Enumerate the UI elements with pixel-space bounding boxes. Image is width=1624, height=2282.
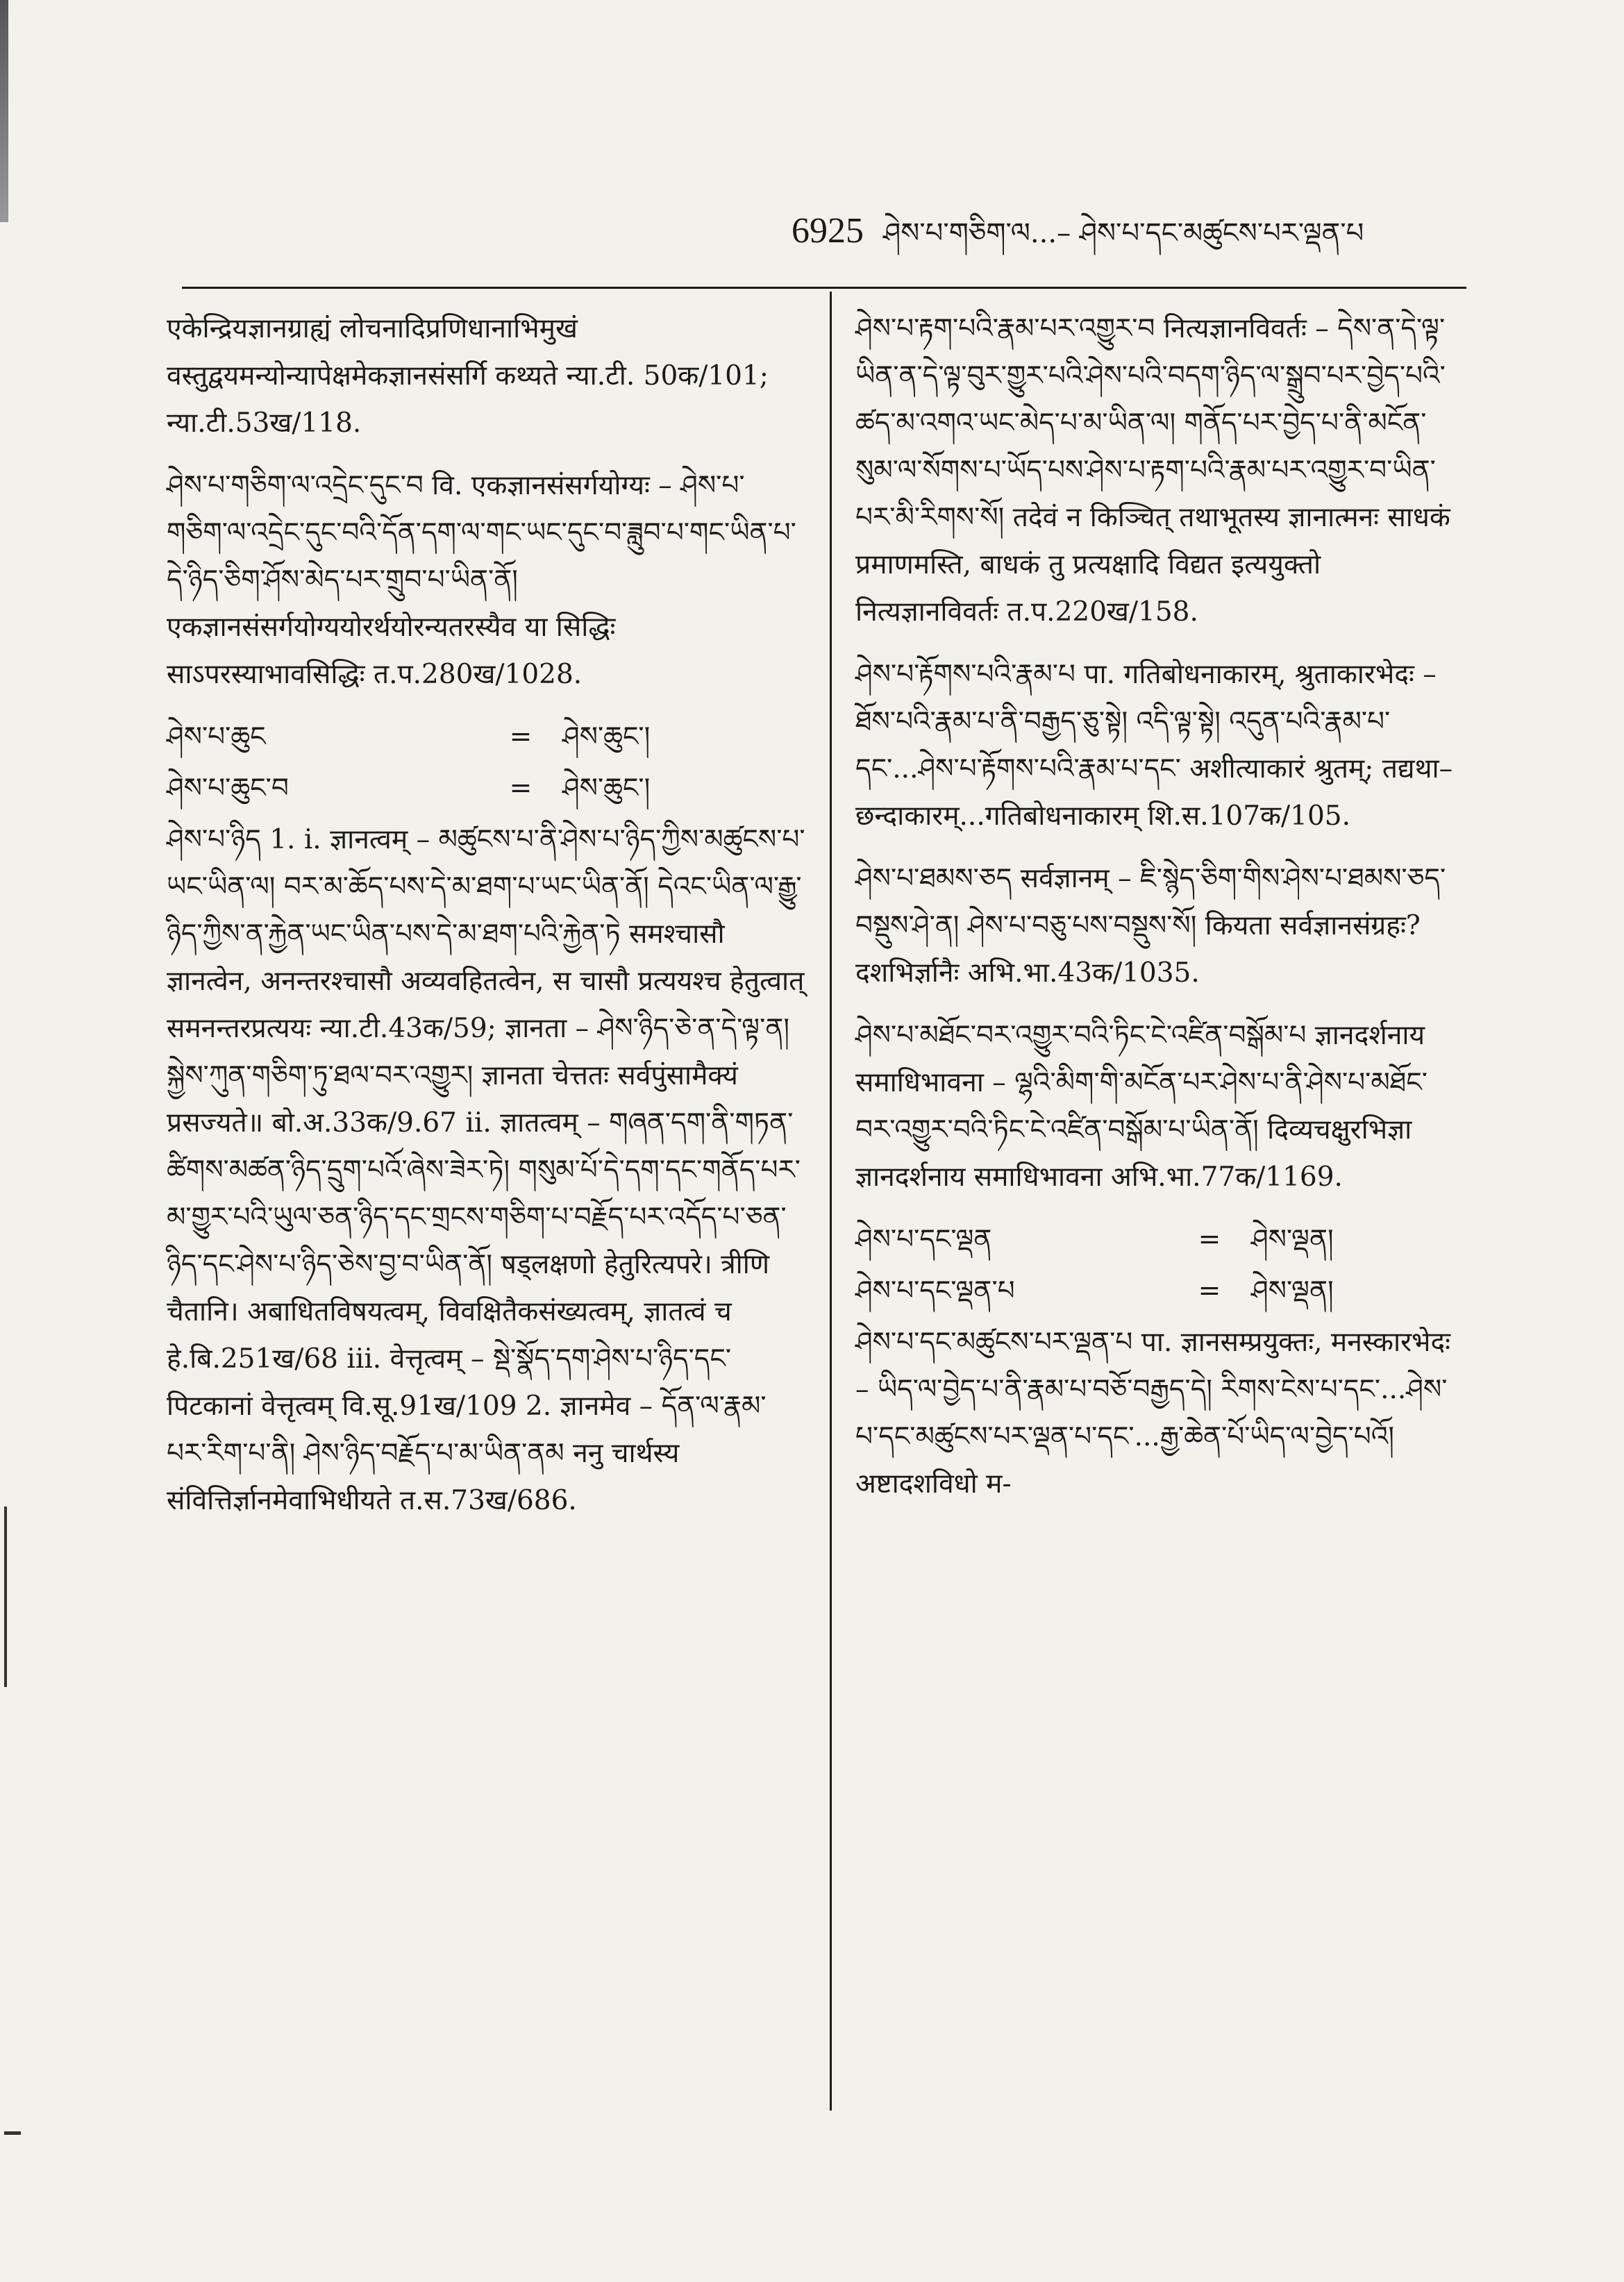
- entry-body: वि. एकज्ञानसंसर्गयोग्यः – ཤེས་པ་གཅིག་ལ་འདྲེང་དུང་བའི་དོན་དག་ལ་གང་ཡང་དུང་བ་ཟླུབ་པ་གང་ཡིན་པ་དེ་ཉིད་ཅིག་ཤོས་མེད་པར་གྲུབ་པ་ཡིན་ནོ། एकज्ञानसंसर्गयोग्ययोरर्थयोरन्यतरस्यैव या सिद्धिः साऽपरस्याभावसिद्धिः त.प.280ख/1028.: [167, 470, 796, 690]
- entry-headword: ཤེས་པ་ཆུང: [167, 721, 266, 753]
- column-divider: [830, 292, 832, 2111]
- page-number: 6925: [792, 211, 864, 251]
- equals-sign: =: [1198, 1224, 1221, 1255]
- entry-headword: ཤེས་པ་དང་མཚུངས་པར་ལྡན་པ: [855, 1327, 1133, 1358]
- scan-mark: [4, 1507, 7, 1687]
- entry-body: एकेन्द्रियज्ञानग्राह्यं लोचनादिप्रणिधानाभिमुखं वस्तुद्वयमन्योन्यापेक्षमेकज्ञानसंसर्गि कथ्यते न्या.टी. 50क/101; न्या.टी.53ख/118.: [167, 313, 769, 439]
- dictionary-entry: [167, 305, 805, 447]
- entry-body: नित्यज्ञानविवर्तः – དེས་ན་དེ་ལྟ་ཡིན་ན་དེ་ལྟ་བུར་གྱུར་པའི་ཤེས་པའི་བདག་ཉིད་ལ་སྒྲུབ་པར་བྱེད་པའི་ཚད་མ་འགའ་ཡང་མེད་པ་མ་ཡིན་ལ། གནོད་པར་བྱེད་པ་ནི་མངོན་སུམ་ལ་སོགས་པ་ཡོད་པས་ཤེས་པ་རྟག་པའི་རྣམ་པར་འགྱུར་བ་ཡིན་པར་མི་རིགས་སོ། तदेवं न किञ्चित् तथाभूतस्य ज्ञानात्मनः साधकं प्रमाणमस्ति, बाधकं तु प्रत्यक्षादि विद्यत इत्ययुक्तो नित्यज्ञानविवर्तः त.प.220ख/158.: [855, 313, 1450, 628]
- entry-body: सर्वज्ञानम् – ཇི་སྙེད་ཅིག་གིས་ཤེས་པ་ཐམས་ཅད་བསྡུས་ཤེ་ན། ཤེས་པ་བཅུ་པས་བསྡུས་སོ། कियता सर्वज्ञानसंग्रहः? दशभिर्ज्ञानैः अभि.भा.43क/1035.: [855, 863, 1446, 989]
- equals-sign: =: [509, 773, 533, 804]
- dictionary-entry: [855, 1012, 1466, 1201]
- entry-headword: ཤེས་པ་དང་ལྡན་པ: [855, 1275, 1015, 1307]
- dictionary-entry: [855, 305, 1466, 636]
- dictionary-entry: [167, 462, 805, 698]
- entry-headword: ཤེས་པ་ཉིད: [167, 824, 261, 855]
- right-column: [855, 305, 1466, 1523]
- dictionary-entry: [855, 1319, 1466, 1508]
- entry-headword: ཤེས་པ་གཅིག་ལ་འདྲེང་དུང་བ: [167, 470, 424, 501]
- cross-reference: [167, 765, 805, 812]
- xref-target: ཤེས་ཆུང་།: [562, 721, 651, 753]
- running-head: ཤེས་པ་གཅིག་ལ...– ཤེས་པ་དང་མཚུངས་པར་ལྡན་པ: [883, 217, 1364, 249]
- entry-headword: ཤེས་པ་དང་ལྡན: [855, 1224, 992, 1255]
- xref-target: ཤེས་ཆུང་།: [562, 773, 651, 804]
- left-column: [167, 305, 805, 1540]
- dictionary-entry: [167, 816, 805, 1525]
- dictionary-entry: [855, 651, 1466, 840]
- scan-edge: [0, 0, 8, 222]
- xref-target: ཤེས་ལྡན།: [1251, 1275, 1334, 1307]
- page-header: [792, 201, 1486, 264]
- entry-body: पा. गतिबोधनाकारम्, श्रुताकारभेदः – ཐོས་པའི་རྣམ་པ་ནི་བརྒྱད་ཅུ་སྟེ། འདི་ལྟ་སྟེ། འདུན་པའི་རྣམ་པ་དང་...ཤེས་པ་རྟོགས་པའི་རྣམ་པ་དང་ अशीत्याकारं श्रुतम्; तद्यथा–छन्दाकारम्...गतिबोधनाकारम् शि.स.107क/105.: [855, 659, 1453, 832]
- cross-reference: [167, 714, 805, 761]
- entry-body: 1. i. ज्ञानत्वम् – མཚུངས་པ་ནི་ཤེས་པ་ཉིད་ཀྱིས་མཚུངས་པ་ཡང་ཡིན་ལ། བར་མ་ཆོད་པས་དེ་མ་ཐག་པ་ཡང་ཡིན་ནོ། དེའང་ཡིན་ལ་རྒྱུ་ཉིད་ཀྱིས་ན་རྐྱེན་ཡང་ཡིན་པས་དེ་མ་ཐག་པའི་རྐྱེན་ཏེ समश्चासौ ज्ञानत्वेन, अनन्तरश्चासौ अव्यवहितत्वेन, स चासौ प्रत्ययश्च हेतुत्वात् समनन्तरप्रत्ययः न्या.टी.43क/59; ज्ञानता – ཤེས་ཉིད་ཅེ་ན་དེ་ལྟ་ན། སྐྱེས་ཀུན་གཅིག་ཏུ་ཐལ་བར་འགྱུར། ज्ञानता चेत्ततः सर्वपुंसामैक्यं प्रसज्यते॥ बो.अ.33क/9.67 ii. ज्ञातत्वम् – གཞན་དག་ནི་གཏན་ཚིགས་མཚན་ཉིད་དྲུག་པའོ་ཞེས་ཟེར་ཏེ། གསུམ་པོ་དེ་དག་དང་གནོད་པར་མ་གྱུར་པའི་ཡུལ་ཅན་ཉིད་དང་གྲངས་གཅིག་པ་བརྗོད་པར་འདོད་པ་ཅན་ཉིད་དང་ཤེས་པ་ཉིད་ཅེས་བྱ་བ་ཡིན་ནོ། षड्लक्षणो हेतुरित्यपरे। त्रीणि चैतानि। अबाधितविषयत्वम्, विवक्षितैकसंख्यत्वम्, ज्ञातत्वं च हे.बि.251ख/68 iii. वेत्तृत्वम् – སྡེ་སྣོད་དག་ཤེས་པ་ཉིད་དང་ पिटकानां वेत्तृत्वम् वि.सू.91ख/109 2. ज्ञानमेव – དོན་ལ་རྣམ་པར་རིག་པ་ནི། ཤེས་ཉིད་བརྗོད་པ་མ་ཡིན་ནམ ननु चार्थस्य संवित्तिर्ज्ञानमेवाभिधीयते त.स.73ख/686.: [167, 824, 805, 1516]
- entry-headword: ཤེས་པ་མཐོང་བར་འགྱུར་བའི་ཏིང་ངེ་འཛིན་བསྒོམ་པ: [855, 1020, 1307, 1051]
- xref-target: ཤེས་ལྡན།: [1251, 1224, 1334, 1255]
- equals-sign: =: [509, 721, 533, 753]
- scan-mark: [4, 2131, 21, 2135]
- entry-body: पा. ज्ञानसम्प्रयुक्तः, मनस्कारभेदः – ཡིད་ལ་བྱེད་པ་ནི་རྣམ་པ་བཅོ་བརྒྱད་དེ། རིགས་ངེས་པ་དང་...ཤེས་པ་དང་མཚུངས་པར་ལྡན་པ་དང་...རྒྱ་ཆེན་པོ་ཡིད་ལ་བྱེད་པའོ། अष्टादशविधो म-: [855, 1327, 1451, 1500]
- entry-headword: ཤེས་པ་རྟག་པའི་རྣམ་པར་འགྱུར་བ: [855, 313, 1155, 344]
- entry-headword: ཤེས་པ་ཐམས་ཅད: [855, 863, 1012, 894]
- dictionary-entry: [855, 855, 1466, 997]
- cross-reference: [855, 1216, 1466, 1264]
- header-rule: [182, 287, 1466, 289]
- entry-headword: ཤེས་པ་རྟོགས་པའི་རྣམ་པ: [855, 659, 1075, 690]
- cross-reference: [855, 1268, 1466, 1315]
- equals-sign: =: [1198, 1275, 1221, 1307]
- entry-headword: ཤེས་པ་ཆུང་བ: [167, 773, 289, 804]
- entry-body: ज्ञानदर्शनाय समाधिभावना – ལྷའི་མིག་གི་མངོན་པར་ཤེས་པ་ནི་ཤེས་པ་མཐོང་བར་འགྱུར་བའི་ཏིང་ངེ་འཛིན་བསྒོམ་པ་ཡིན་ནོ། दिव्यचक्षुरभिज्ञा ज्ञानदर्शनाय समाधिभावना अभि.भा.77क/1169.: [855, 1020, 1428, 1193]
